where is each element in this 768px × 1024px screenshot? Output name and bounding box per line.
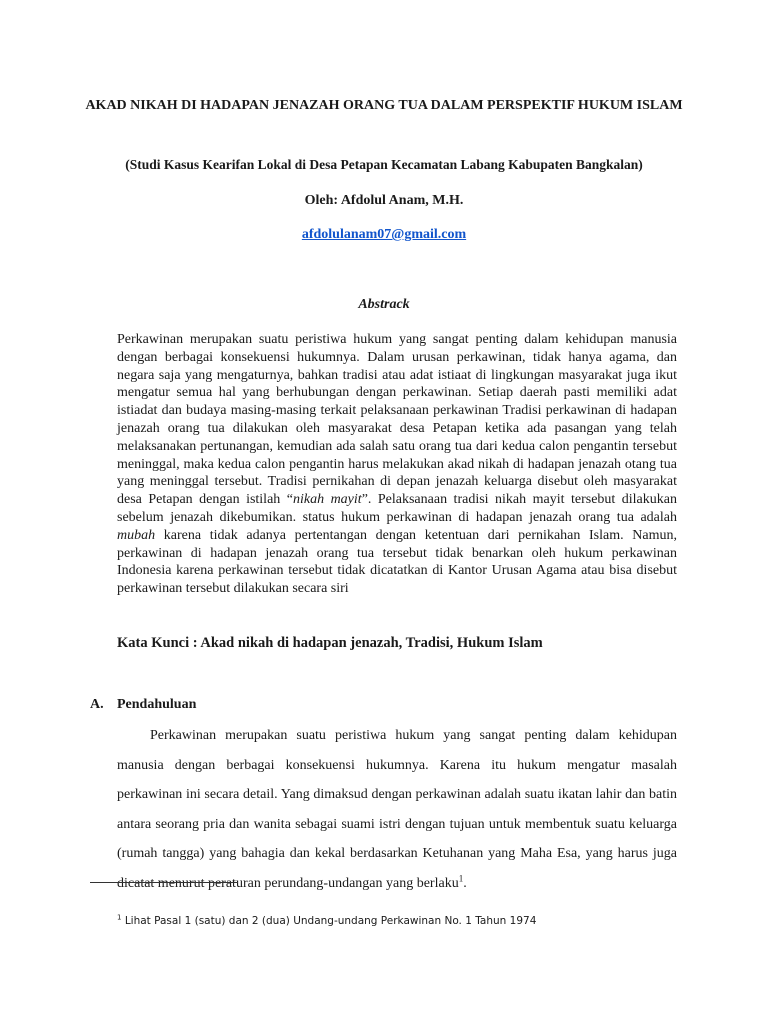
footnote-divider bbox=[90, 882, 238, 883]
abstract-heading: Abstrack bbox=[358, 297, 410, 312]
paper-title: AKAD NIKAH DI HADAPAN JENAZAH ORANG TUA DALAM PERSPEKTIF HUKUM ISLAM bbox=[85, 98, 683, 113]
paper-subtitle: (Studi Kasus Kearifan Lokal di Desa Petapan Kecamatan Labang Kabupaten Bangkalan) bbox=[125, 157, 643, 172]
abstract-text-2: ”. Pelaksanaan tradisi nikah mayit tersebut dilakukan sebelum jenazah dikebumikan. status hukum perkawinan di hadapan jenazah orang tua adalah bbox=[117, 492, 677, 525]
abstract-term-nikah-mayit: nikah mayit bbox=[292, 492, 362, 508]
section-body bbox=[117, 721, 677, 899]
section-number: A. bbox=[90, 697, 104, 712]
footnote-reference[interactable]: 1 bbox=[458, 873, 464, 884]
section-text: Perkawinan merupakan suatu peristiwa hukum yang sangat penting dalam kehidupan manusia dengan berbagai konsekuensi hukumnya. Karena itu hukum mengatur masalah perkawinan ini secara detail. Yang dimaksud dengan perkawinan adalah suatu ikatan lahir dan batin antara seorang pria dan wanita sebagai suami istri dengan tujuan untuk membentuk suatu keluarga (rumah tangga) yang bahagia dan kekal berdasarkan Ketuhanan yang Maha Esa, yang harus juga dicatat menurut peraturan perundang-undangan yang berlaku bbox=[117, 728, 677, 891]
footnote-text: Lihat Pasal 1 (satu) dan 2 (dua) Undang-undang Perkawinan No. 1 Tahun 1974 bbox=[124, 915, 537, 927]
section-heading bbox=[90, 697, 196, 713]
abstract-text-3: karena tidak adanya pertentangan dengan ketentuan dari pernikahan Islam. Namun, perkawinan di hadapan jenazah orang tua tersebut tidak benarkan oleh hukum perkawinan Indonesia karena perkawinan tersebut tidak dicatatkan di Kantor Urusan Agama atau bisa disebut perkawinan tersebut dilakukan secara siri bbox=[117, 527, 677, 597]
section-end-punct: . bbox=[463, 875, 467, 891]
author-line: Oleh: Afdolul Anam, M.H. bbox=[304, 193, 464, 208]
section-title: Pendahuluan bbox=[117, 697, 197, 712]
author-email-link[interactable]: afdolulanam07@gmail.com bbox=[301, 227, 467, 242]
abstract-text-1: Perkawinan merupakan suatu peristiwa hukum yang sangat penting dalam kehidupan manusia dengan berbagai konsekuensi hukumnya. Dalam urusan perkawinan, tidak hanya agama, dan negara saja yang mengaturnya, bahkan tradisi atau adat istiaat di lingkungan masyarakat juga ikut mengatur semua hal yang berhubungan dengan perkawinan. Setiap daerah pasti memiliki adat istiadat dan budaya masing-masing terkait pelaksanaan perkawinan Tradisi perkawinan di hadapan jenazah orang tua dilakukan oleh masyarakat desa Petapan ketika ada pasangan yang telah melaksanakan pertunangan, kemudian ada salah satu orang tua dari kedua calon pengantin tersebut meninggal, maka kedua calon pengantin harus melakukan akad nikah di hadapan jenazah otang tua yang meninggal tersebut. Tradisi pernikahan di depan jenazah keluarga disebut oleh masyarakat desa Petapan dengan istilah “ bbox=[117, 332, 677, 508]
keywords: Kata Kunci : Akad nikah di hadapan jenazah, Tradisi, Hukum Islam bbox=[117, 635, 543, 651]
footnote-number: 1 bbox=[117, 913, 122, 922]
footnote bbox=[117, 915, 536, 927]
abstract-term-mubah: mubah bbox=[117, 527, 156, 543]
abstract-body bbox=[117, 331, 677, 598]
